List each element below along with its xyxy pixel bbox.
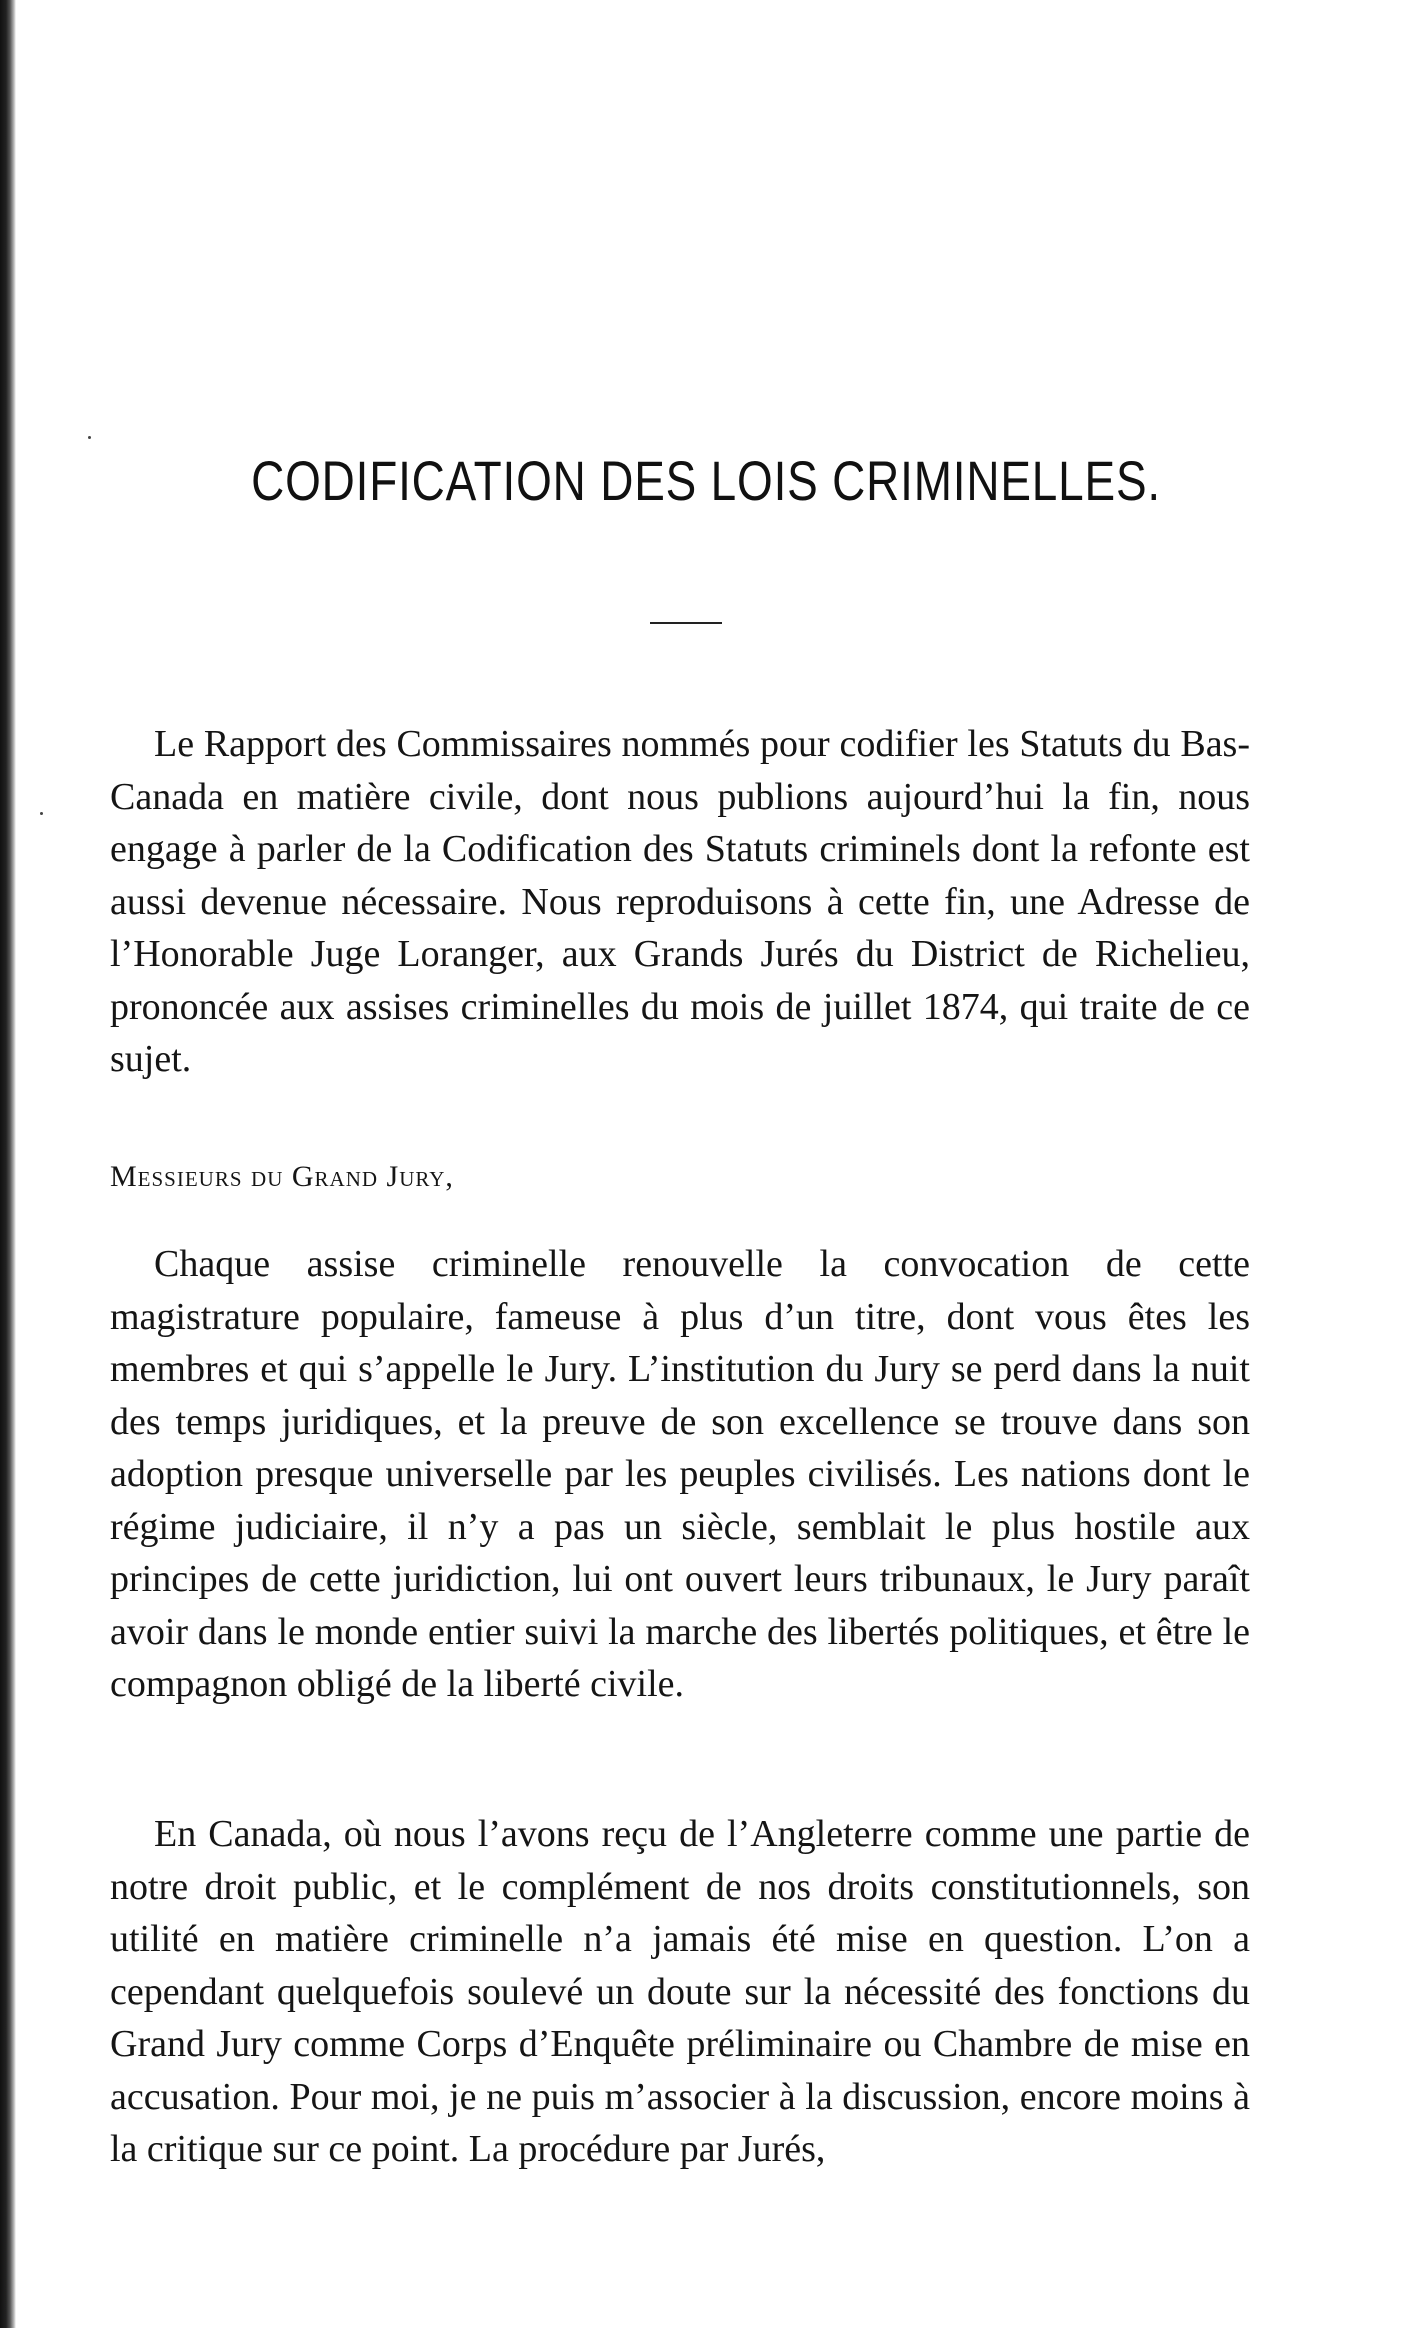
paragraph-3: En Canada, où nous l’avons reçu de l’Angleterre comme une partie de notre droit public, et le complément de nos droits constitutionnels, son utilité en matière criminelle n’a jamais été mise en question. L’on a cependant quelquefois soulevé un doute sur la nécessité des fonctions du Grand Jury comme Corps d’Enquête préliminaire ou Chambre de mise en accusation. Pour moi, je ne puis m’associer à la discussion, encore moins à la critique sur ce point. La procédure par Jurés,: [110, 1813, 1250, 2170]
scan-speck: [40, 812, 43, 815]
intro-paragraph: Le Rapport des Commissaires nommés pour codifier les Statuts du Bas-Canada en matière civile, dont nous publions aujourd’hui la fin, nous engage à parler de la Codification des Statuts criminels dont la refonte est aussi devenue nécessaire. Nous reproduisons à cette fin, une Adresse de l’Honorable Juge Loranger, aux Grands Jurés du District de Richelieu, prononcée aux assises criminelles du mois de juillet 1874, qui traite de ce sujet.: [110, 723, 1250, 1080]
salutation: Messieurs du Grand Jury,: [110, 1160, 454, 1193]
title-rule: [650, 622, 722, 624]
binding-edge: [0, 0, 16, 2328]
page-title: CODIFICATION DES LOIS CRIMINELLES.: [251, 449, 1161, 512]
paragraph-2: Chaque assise criminelle renouvelle la convocation de cette magistrature populaire, fameuse à plus d’un titre, dont vous êtes les membres et qui s’appelle le Jury. L’institution du Jury se perd dans la nuit des temps juridiques, et la preuve de son excellence se trouve dans son adoption presque universelle par les peuples civilisés. Les nations dont le régime judiciaire, il n’y a pas un siècle, semblait le plus hostile aux principes de cette juridiction, lui ont ouvert leurs tribunaux, le Jury paraît avoir dans le monde entier suivi la marche des libertés politiques, et être le compagnon obligé de la liberté civile.: [110, 1243, 1250, 1705]
paragraph-3-block: [110, 1808, 1250, 2176]
paragraph-2-block: [110, 1238, 1250, 1711]
intro-paragraph-block: [110, 718, 1250, 1086]
scan-speck: [88, 436, 91, 439]
